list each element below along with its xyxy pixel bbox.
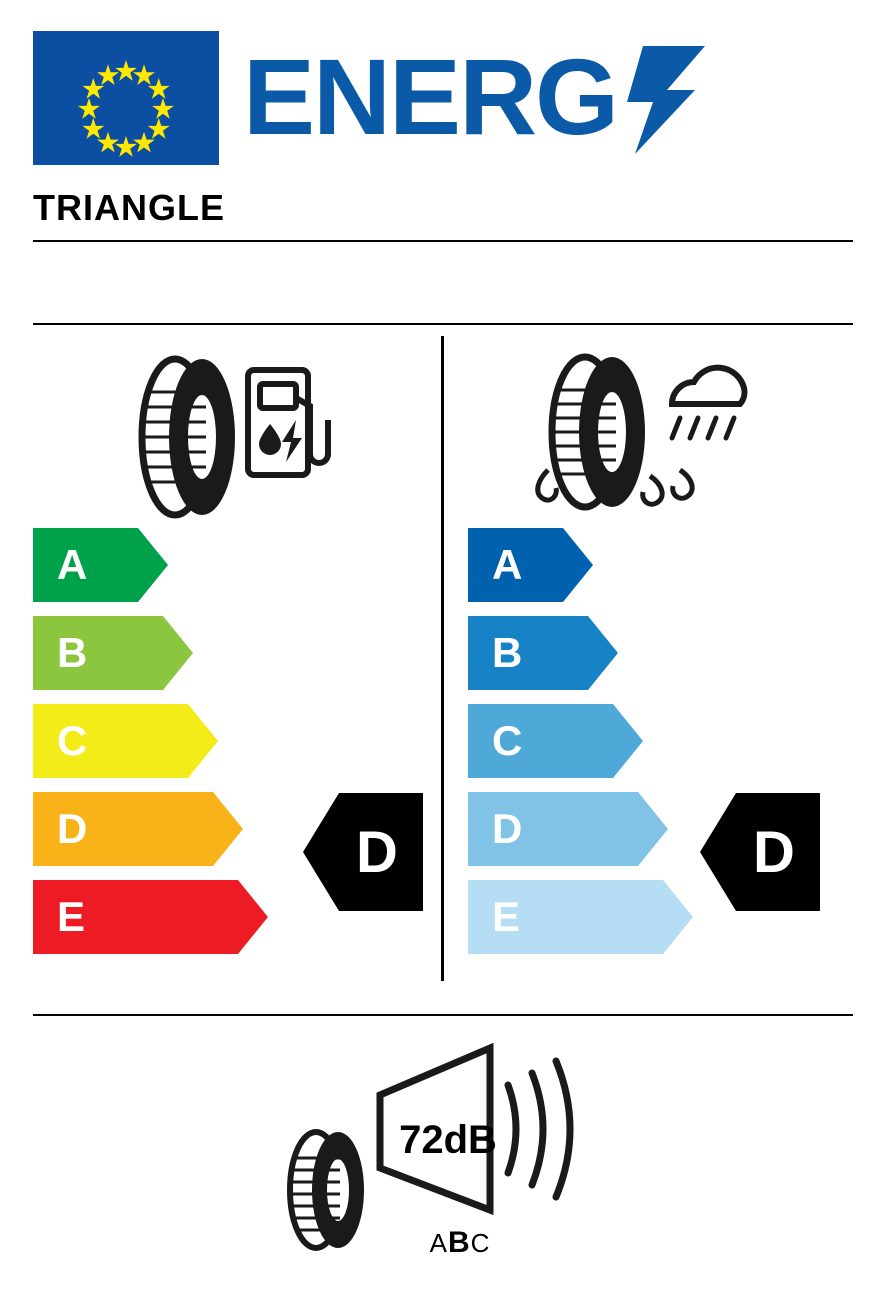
grade-letter: D bbox=[57, 805, 88, 852]
grade-row bbox=[33, 616, 333, 690]
noise-class-b: B bbox=[447, 1226, 471, 1259]
grade-letter: A bbox=[57, 541, 88, 588]
grade-letter: B bbox=[492, 629, 523, 676]
tyre-fuel-pump-icon bbox=[120, 352, 335, 522]
eu-flag-icon bbox=[33, 31, 219, 165]
grade-row bbox=[33, 792, 333, 866]
noise-class-a: A bbox=[429, 1228, 448, 1258]
energy-wordmark bbox=[243, 46, 713, 154]
grade-row bbox=[468, 528, 768, 602]
grade-letter: C bbox=[57, 717, 88, 764]
noise-value: 72dB bbox=[399, 1118, 497, 1162]
divider-second bbox=[33, 323, 853, 325]
divider-top bbox=[33, 240, 853, 242]
noise-class-row bbox=[400, 1226, 520, 1260]
grade-letter: B bbox=[57, 629, 88, 676]
grade-row bbox=[33, 704, 333, 778]
grade-row bbox=[33, 528, 333, 602]
wet-grip-result-letter: D bbox=[753, 819, 795, 885]
divider-bottom bbox=[33, 1014, 853, 1016]
grade-letter: C bbox=[492, 717, 523, 764]
grade-row bbox=[468, 616, 768, 690]
grade-letter: D bbox=[492, 805, 523, 852]
fuel-efficiency-scale bbox=[33, 528, 333, 968]
fuel-result-letter: D bbox=[356, 819, 398, 885]
tyre-rain-cloud-icon bbox=[530, 352, 765, 522]
wet-grip-result-marker bbox=[700, 793, 820, 911]
grade-letter: E bbox=[492, 893, 521, 940]
brand-name: TRIANGLE bbox=[33, 187, 225, 228]
grade-letter: E bbox=[57, 893, 86, 940]
noise-class-c: C bbox=[470, 1228, 491, 1258]
fuel-result-marker bbox=[303, 793, 423, 911]
divider-vertical bbox=[441, 336, 444, 981]
grade-letter: A bbox=[492, 541, 523, 588]
noise-section bbox=[280, 1040, 610, 1270]
grade-row bbox=[33, 880, 333, 954]
grade-row bbox=[468, 704, 768, 778]
svg-text:ENERG: ENERG bbox=[243, 46, 618, 154]
